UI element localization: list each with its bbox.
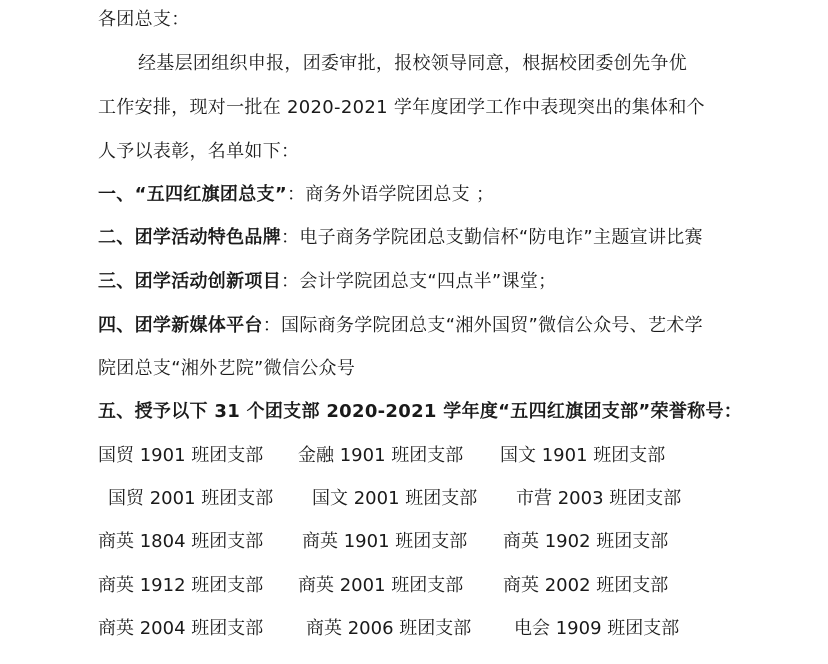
branch-item: 商英 1902 班团支部 xyxy=(503,531,669,552)
award-2-text: 电子商务学院团总支勤信杯“防电诈”主题宣讲比赛 xyxy=(299,227,703,248)
award-4-sep: ： xyxy=(262,315,282,336)
branch-item: 商英 1912 班团支部 xyxy=(98,575,264,596)
award-1-heading: 一、“五四红旗团总支” xyxy=(98,184,287,205)
intro-line-2: 工作安排，现对一批在 2020-2021 学年度团学工作中表现突出的集体和个 xyxy=(98,97,705,118)
branch-item: 国贸 1901 班团支部 xyxy=(98,445,264,466)
award-3-heading: 三、团学活动创新项目 xyxy=(98,271,281,292)
branch-item: 电会 1909 班团支部 xyxy=(514,618,680,639)
award-3 xyxy=(98,270,556,294)
award-1-text: 商务外语学院团总支 ； xyxy=(305,184,495,205)
award-1-sep: ： xyxy=(286,184,306,205)
award-4 xyxy=(98,314,703,338)
award-2-heading: 二、团学活动特色品牌 xyxy=(98,227,281,248)
award-2 xyxy=(98,226,703,250)
award-3-text: 会计学院团总支“四点半”课堂； xyxy=(299,271,557,292)
award-2-sep: ： xyxy=(281,227,300,248)
branch-item: 国贸 2001 班团支部 xyxy=(108,488,274,509)
award-3-sep: ： xyxy=(281,271,300,292)
award-4-text: 国际商务学院团总支“湘外国贸”微信公众号、艺术学 xyxy=(281,315,703,336)
branch-item: 商英 2002 班团支部 xyxy=(503,575,669,596)
award-4-heading: 四、团学新媒体平台 xyxy=(98,315,263,336)
branch-item: 商英 2004 班团支部 xyxy=(98,618,264,639)
intro-line-1: 经基层团组织申报，团委审批，报校领导同意，根据校团委创先争优 xyxy=(138,53,687,74)
branch-item: 商英 2006 班团支部 xyxy=(306,618,472,639)
award-4-continuation: 院团总支“湘外艺院”微信公众号 xyxy=(98,358,356,379)
section-5-heading: 五、授予以下 31 个团支部 2020-2021 学年度“五四红旗团支部”荣誉称号： xyxy=(98,401,743,422)
intro-line-3: 人予以表彰，名单如下： xyxy=(98,141,300,162)
branch-item: 商英 1901 班团支部 xyxy=(302,531,468,552)
branch-item: 国文 1901 班团支部 xyxy=(500,445,666,466)
branch-item: 商英 1804 班团支部 xyxy=(98,531,264,552)
branch-item: 市营 2003 班团支部 xyxy=(516,488,682,509)
branch-item: 商英 2001 班团支部 xyxy=(298,575,464,596)
salutation: 各团总支： xyxy=(98,9,190,30)
branch-item: 国文 2001 班团支部 xyxy=(312,488,478,509)
award-1 xyxy=(98,183,494,207)
branch-item: 金融 1901 班团支部 xyxy=(298,445,464,466)
